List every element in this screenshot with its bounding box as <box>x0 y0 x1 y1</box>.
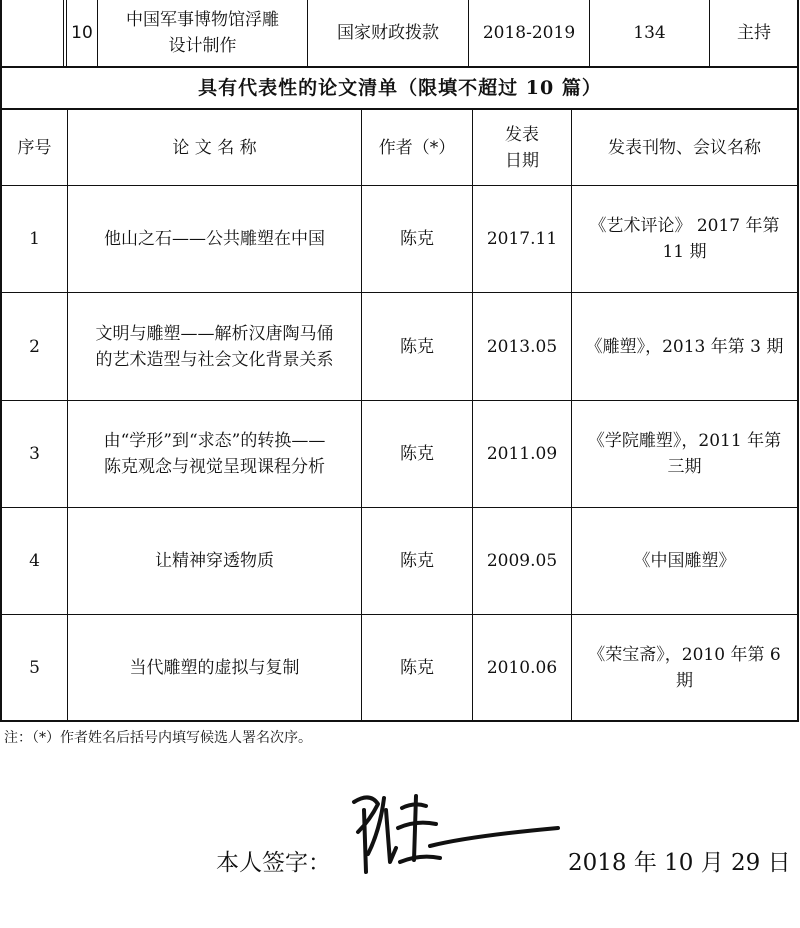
row-no: 1 <box>29 229 40 249</box>
signature-label: 本人签字： <box>216 850 331 876</box>
project-name: 中国军事博物馆浮雕 设计制作 <box>126 10 279 56</box>
footnote: 注：（*）作者姓名后括号内填写候选人署名次序。 <box>4 730 312 746</box>
project-funding-source: 国家财政拨款 <box>337 23 439 43</box>
project-index: 10 <box>71 23 93 43</box>
header-date: 发表 日期 <box>505 124 539 171</box>
row-title: 他山之石——公共雕塑在中国 <box>104 229 325 249</box>
row-date: 2017.11 <box>486 229 558 249</box>
row-title: 当代雕塑的虚拟与复制 <box>129 657 300 678</box>
row-title: 文明与雕塑——解析汉唐陶马俑 的艺术造型与社会文化背景关系 <box>95 323 334 370</box>
row-date: 2009.05 <box>486 551 558 571</box>
row-no: 3 <box>29 444 40 464</box>
row-no: 4 <box>29 551 40 571</box>
row-venue: 《艺术评论》 2017 年第 11 期 <box>589 216 780 262</box>
row-author: 陈克 <box>400 229 434 249</box>
row-author: 陈克 <box>400 551 434 571</box>
project-role: 主持 <box>737 23 771 43</box>
project-amount: 134 <box>633 23 666 43</box>
row-author: 陈克 <box>400 657 434 678</box>
row-title: 由“学形”到“求态”的转换—— 陈克观念与视觉呈现课程分析 <box>103 431 326 477</box>
project-period: 2018-2019 <box>482 23 576 43</box>
row-title: 让精神穿透物质 <box>155 551 274 571</box>
row-venue: 《学院雕塑》，2011 年第 三期 <box>587 431 782 477</box>
row-venue: 《雕塑》，2013 年第 3 期 <box>585 336 784 357</box>
header-no: 序号 <box>17 137 52 158</box>
signature-date: 2018 年 10 月 29 日 <box>568 850 791 876</box>
row-date: 2013.05 <box>486 336 558 357</box>
handwritten-signature <box>340 780 570 880</box>
row-author: 陈克 <box>400 336 434 357</box>
header-venue: 发表刊物、会议名称 <box>608 137 761 158</box>
row-venue: 《中国雕塑》 <box>633 551 736 571</box>
row-date: 2011.09 <box>486 444 558 464</box>
row-date: 2010.06 <box>486 657 558 678</box>
row-no: 5 <box>29 657 40 678</box>
header-author: 作者（*） <box>378 137 456 158</box>
row-author: 陈克 <box>400 444 434 464</box>
papers-section-title: 具有代表性的论文清单（限填不超过 10 篇） <box>198 77 602 99</box>
row-venue: 《荣宝斋》，2010 年第 6 期 <box>588 644 781 691</box>
header-title: 论 文 名 称 <box>172 137 257 158</box>
row-no: 2 <box>29 336 40 357</box>
